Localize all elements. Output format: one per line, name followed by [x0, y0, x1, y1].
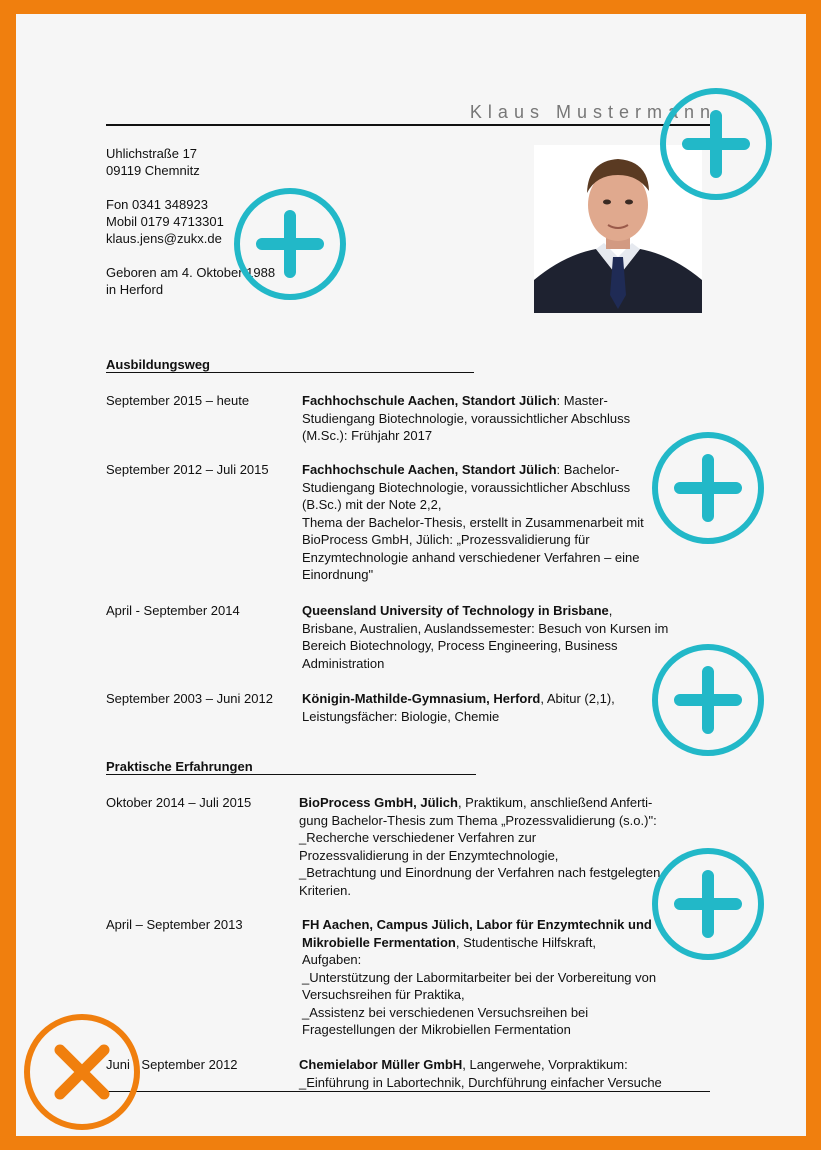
contact-mobile: Mobil 0179 4713301 — [106, 214, 224, 229]
entry-line: Leistungsfächer: Biologie, Chemie — [302, 708, 500, 724]
entry-date: Juni - September 2012 — [106, 1057, 238, 1072]
plus-circle-icon[interactable] — [652, 432, 764, 544]
entry-line: BioProcess GmbH, Jülich: „Prozessvalidierung für — [302, 532, 590, 547]
section-title-education: Ausbildungsweg — [106, 357, 210, 372]
entry-date: September 2003 – Juni 2012 — [106, 691, 273, 706]
plus-circle-icon[interactable] — [234, 188, 346, 300]
entry-line: , Langerwehe, Vorpraktikum: — [462, 1057, 628, 1072]
entry-line: gung Bachelor-Thesis zum Thema „Prozessvalidierung (s.o.)": — [299, 812, 657, 828]
section-title-experience: Praktische Erfahrungen — [106, 759, 253, 774]
entry-line: _Recherche verschiedener Verfahren zur — [299, 830, 537, 845]
entry-line: _Betrachtung und Einordnung der Verfahren nach festgelegten — [299, 865, 661, 880]
experience-underline — [106, 774, 476, 775]
entry-line: : Master- — [556, 393, 608, 408]
contact-birthplace: in Herford — [106, 282, 164, 297]
contact-phone: Fon 0341 348923 — [106, 197, 208, 212]
entry-institution: FH Aachen, Campus Jülich, Labor für Enzymtechnik und — [302, 917, 652, 932]
entry-line: Studiengang Biotechnologie, voraussichtlicher Abschluss — [302, 410, 631, 426]
entry-institution: BioProcess GmbH, Jülich — [299, 795, 458, 810]
entry-line: Versuchsreihen für Praktika, — [302, 987, 465, 1002]
entry-line: Einordnung" — [302, 567, 374, 582]
plus-circle-icon[interactable] — [652, 644, 764, 756]
entry-line: Brisbane, Australien, Auslandssemester: Besuch von Kursen im — [302, 620, 669, 636]
entry-date: April – September 2013 — [106, 917, 243, 932]
x-circle-icon[interactable] — [24, 1014, 140, 1130]
entry-date: Oktober 2014 – Juli 2015 — [106, 795, 252, 810]
entry-line: Administration — [302, 655, 385, 671]
entry-institution: Königin-Mathilde-Gymnasium, Herford — [302, 691, 541, 706]
entry-line: Studiengang Biotechnologie, voraussichtlicher Abschluss — [302, 479, 631, 495]
entry-line: Kriterien. — [299, 882, 352, 898]
entry-line: Thema der Bachelor-Thesis, erstellt in Zusammenarbeit mit — [302, 514, 644, 530]
education-underline — [106, 372, 474, 373]
entry-line: (M.Sc.): Frühjahr 2017 — [302, 428, 433, 443]
contact-email[interactable]: klaus.jens@zukx.de — [106, 231, 222, 246]
entry-line: _Assistenz bei verschiedenen Versuchsreihen bei — [302, 1004, 589, 1020]
entry-line: Fragestellungen der Mikrobiellen Fermentation — [302, 1022, 571, 1037]
entry-line: Prozessvalidierung in der Enzymtechnologie, — [299, 847, 559, 863]
entry-line: Enzymtechnologie anhand verschiedener Verfahren – eine — [302, 549, 640, 565]
contact-street: Uhlichstraße 17 — [106, 146, 198, 161]
entry-date: September 2012 – Juli 2015 — [106, 462, 269, 477]
entry-line: Aufgaben: — [302, 952, 362, 967]
entry-line: Bereich Biotechnology, Process Engineering, Business — [302, 638, 618, 653]
entry-institution: Fachhochschule Aachen, Standort Jülich — [302, 462, 557, 477]
entry-date: April - September 2014 — [106, 603, 240, 618]
entry-line: : Bachelor- — [556, 462, 620, 477]
plus-circle-icon[interactable] — [652, 848, 764, 960]
entry-line: (B.Sc.) mit der Note 2,2, — [302, 497, 442, 512]
entry-description — [299, 1056, 719, 1091]
plus-circle-icon[interactable] — [660, 88, 772, 200]
entry-line: _Einführung in Labortechnik, Durchführung einfacher Versuche — [299, 1074, 662, 1090]
header-divider — [106, 124, 716, 126]
cv-name-header: Klaus Mustermann — [469, 102, 716, 122]
entry-date: September 2015 – heute — [106, 393, 250, 408]
footer-divider — [106, 1091, 710, 1092]
entry-line: , — [608, 603, 613, 618]
entry-line: _Unterstützung der Labormitarbeiter bei der Vorbereitung von — [302, 969, 657, 985]
contact-city: 09119 Chemnitz — [106, 163, 200, 178]
entry-line: , Abitur (2,1), — [540, 691, 615, 706]
entry-line: , Studentische Hilfskraft, — [455, 934, 597, 950]
entry-institution: Fachhochschule Aachen, Standort Jülich — [302, 393, 557, 408]
contact-birthdate: Geboren am 4. Oktober 1988 — [106, 265, 276, 280]
entry-institution-cont: Mikrobielle Fermentation — [302, 934, 456, 950]
entry-line: , Praktikum, anschließend Anferti- — [457, 795, 653, 810]
entry-institution: Chemielabor Müller GmbH — [299, 1057, 463, 1072]
entry-description — [302, 392, 722, 445]
entry-institution: Queensland University of Technology in Brisbane — [302, 603, 609, 618]
